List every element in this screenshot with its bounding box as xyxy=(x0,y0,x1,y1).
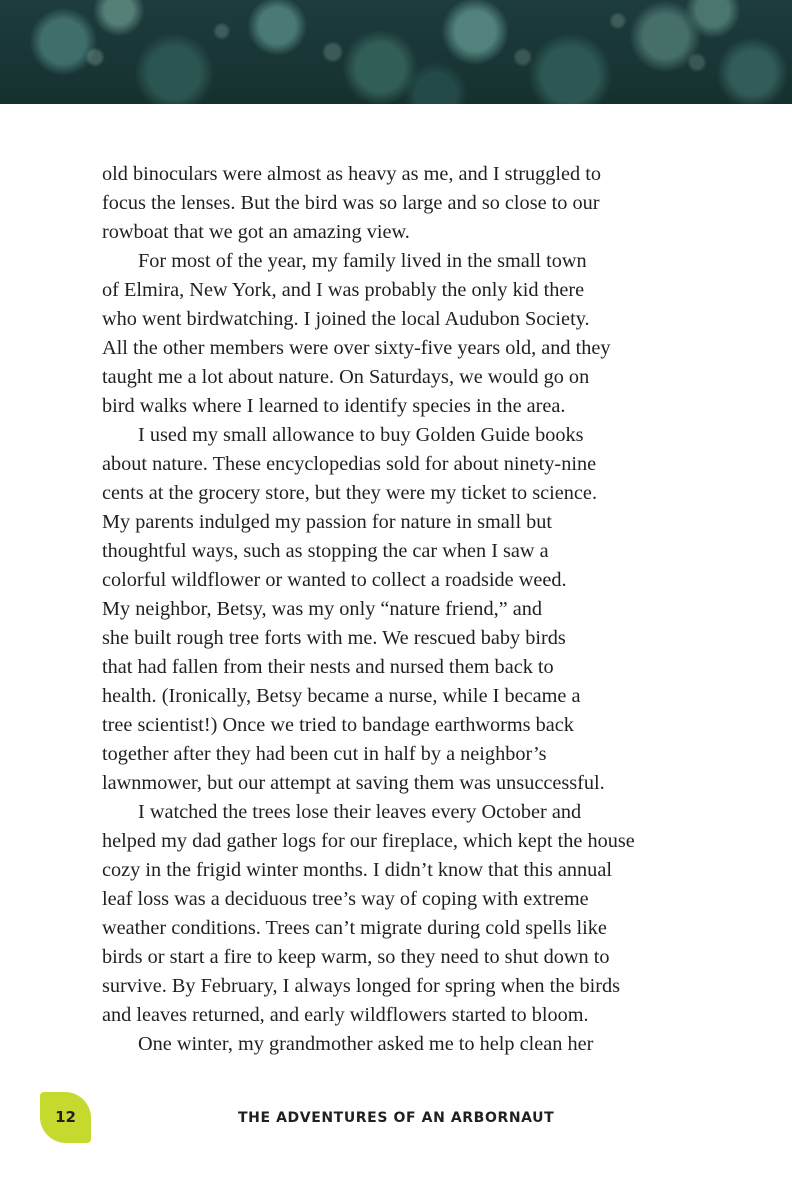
text-line: lawnmower, but our attempt at saving them was unsuccessful. xyxy=(102,772,605,794)
text-line: My parents indulged my passion for nature in small but xyxy=(102,511,553,533)
text-line: that had fallen from their nests and nursed them back to xyxy=(102,656,554,678)
text-line: together after they had been cut in half by a neighbor’s xyxy=(102,743,547,765)
text-line: My neighbor, Betsy, was my only “nature friend,” and xyxy=(102,598,543,620)
text-line: of Elmira, New York, and I was probably the only kid there xyxy=(102,279,585,301)
text-line: thoughtful ways, such as stopping the car when I saw a xyxy=(102,540,549,562)
text-line: tree scientist!) Once we tried to bandage earthworms back xyxy=(102,714,574,736)
text-line: leaf loss was a deciduous tree’s way of coping with extreme xyxy=(102,888,589,910)
paragraph-start-line: For most of the year, my family lived in the small town xyxy=(138,250,587,272)
text-line: and leaves returned, and early wildflowers started to bloom. xyxy=(102,1004,589,1026)
text-line: All the other members were over sixty-five years old, and they xyxy=(102,337,611,359)
forest-canopy-header-image xyxy=(0,0,792,104)
text-line: birds or start a fire to keep warm, so they need to shut down to xyxy=(102,946,610,968)
text-line: who went birdwatching. I joined the local Audubon Society. xyxy=(102,308,590,330)
text-line: old binoculars were almost as heavy as me, and I struggled to xyxy=(102,163,602,185)
text-line: helped my dad gather logs for our fireplace, which kept the house xyxy=(102,830,635,852)
text-line: focus the lenses. But the bird was so large and so close to our xyxy=(102,192,600,214)
text-line: survive. By February, I always longed for spring when the birds xyxy=(102,975,621,997)
page-number: 12 xyxy=(55,1108,76,1126)
text-line: about nature. These encyclopedias sold for about ninety-nine xyxy=(102,453,597,475)
text-line: colorful wildflower or wanted to collect a roadside weed. xyxy=(102,569,567,591)
text-line: cents at the grocery store, but they were my ticket to science. xyxy=(102,482,598,504)
text-line: rowboat that we got an amazing view. xyxy=(102,221,410,243)
text-line: bird walks where I learned to identify species in the area. xyxy=(102,395,566,417)
text-line: cozy in the frigid winter months. I didn’t know that this annual xyxy=(102,859,612,881)
running-title: THE ADVENTURES OF AN ARBORNAUT xyxy=(238,1110,555,1126)
text-line: taught me a lot about nature. On Saturdays, we would go on xyxy=(102,366,590,388)
text-line: health. (Ironically, Betsy became a nurse, while I became a xyxy=(102,685,581,707)
text-line: weather conditions. Trees can’t migrate during cold spells like xyxy=(102,917,607,939)
paragraph-start-line: I watched the trees lose their leaves every October and xyxy=(138,801,582,823)
text-line: she built rough tree forts with me. We rescued baby birds xyxy=(102,627,566,649)
body-text xyxy=(102,160,662,1059)
paragraph-start-line: One winter, my grandmother asked me to help clean her xyxy=(138,1033,594,1055)
paragraph-start-line: I used my small allowance to buy Golden Guide books xyxy=(138,424,584,446)
